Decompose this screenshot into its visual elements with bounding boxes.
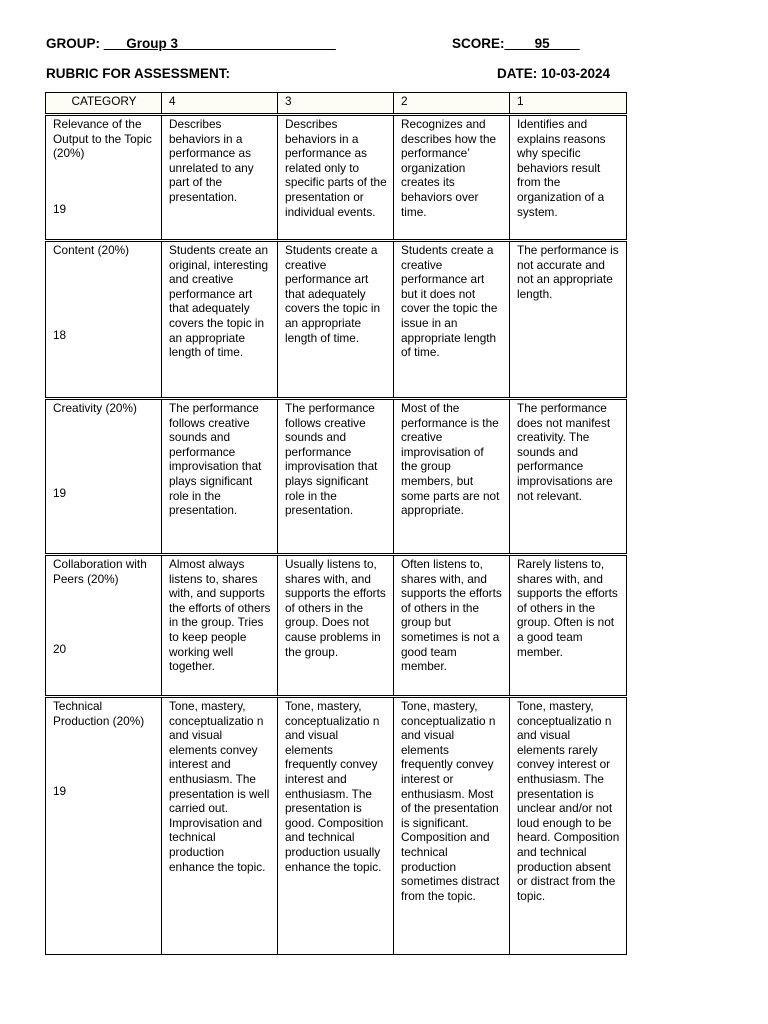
table-row — [46, 555, 627, 697]
score-value: ____95____ — [504, 36, 580, 51]
column-header-3: 3 — [278, 93, 394, 115]
column-header-category: CATEGORY — [46, 93, 162, 115]
rubric-cell: Tone, mastery, conceptualizatio n and visual elements frequently convey interest or enthusiasm. Most of the presentation is significant. Composition and technical production sometimes distract from the topic. — [394, 697, 510, 955]
rubric-cell: The performance follows creative sounds and performance improvisation that plays significant role in the presentation. — [278, 399, 394, 555]
rubric-table — [45, 92, 627, 955]
category-label: Technical Production (20%) — [53, 699, 145, 728]
rubric-cell: The performance is not accurate and not an appropriate length. — [510, 241, 627, 399]
score-field — [452, 36, 580, 51]
rubric-cell: Describes behaviors in a performance as unrelated to any part of the presentation. — [162, 115, 278, 241]
table-row — [46, 241, 627, 399]
rubric-cell: Describes behaviors in a performance as related only to specific parts of the presentation or individual events. — [278, 115, 394, 241]
rubric-cell: Usually listens to, shares with, and supports the efforts of others in the group. Does not cause problems in the group. — [278, 555, 394, 697]
category-label: Creativity (20%) — [53, 401, 137, 415]
column-header-2: 2 — [394, 93, 510, 115]
rubric-cell: The performance follows creative sounds and performance improvisation that plays significant role in the presentation. — [162, 399, 278, 555]
category-score: 20 — [53, 642, 67, 656]
rubric-cell: Students create a creative performance art that adequately covers the topic in an appropriate length of time. — [278, 241, 394, 399]
column-header-1: 1 — [510, 93, 627, 115]
group-value: ___Group 3_____________________ — [103, 36, 336, 51]
rubric-title: RUBRIC FOR ASSESSMENT: — [46, 66, 231, 81]
rubric-cell: Often listens to, shares with, and supports the efforts of others in the group but sometimes is not a good team member. — [394, 555, 510, 697]
category-cell — [46, 697, 162, 955]
category-label: Content (20%) — [53, 243, 130, 257]
category-score: 19 — [53, 784, 67, 798]
table-row — [46, 399, 627, 555]
table-row — [46, 115, 627, 241]
category-score: 19 — [53, 202, 67, 216]
rubric-cell: Recognizes and describes how the performance’ organization creates its behaviors over time. — [394, 115, 510, 241]
category-cell — [46, 115, 162, 241]
date-label: DATE: 10-03-2024 — [497, 66, 611, 81]
rubric-cell: Tone, mastery, conceptualizatio n and visual elements convey interest and enthusiasm. The presentation is well carried out. Improvisation and technical production enhance the topic. — [162, 697, 278, 955]
category-label: Collaboration with Peers (20%) — [53, 557, 147, 586]
group-label: GROUP: — [46, 36, 100, 51]
group-field — [46, 36, 336, 51]
category-cell — [46, 241, 162, 399]
table-header-row — [46, 93, 627, 115]
category-cell — [46, 555, 162, 697]
rubric-cell: Identifies and explains reasons why specific behaviors result from the organization of a system. — [510, 115, 627, 241]
rubric-cell: The performance does not manifest creativity. The sounds and performance improvisations are not relevant. — [510, 399, 627, 555]
table-row — [46, 697, 627, 955]
rubric-cell: Tone, mastery, conceptualizatio n and visual elements frequently convey interest and enthusiasm. The presentation is good. Composition and technical production usually enhance the topic. — [278, 697, 394, 955]
category-label: Relevance of the Output to the Topic (20%) — [53, 117, 152, 161]
rubric-cell: Rarely listens to, shares with, and supports the efforts of others in the group. Often is not a good team member. — [510, 555, 627, 697]
rubric-cell: Students create a creative performance art but it does not cover the topic the issue in an appropriate length of time. — [394, 241, 510, 399]
category-cell — [46, 399, 162, 555]
rubric-cell: Students create an original, interesting and creative performance art that adequately covers the topic in an appropriate length of time. — [162, 241, 278, 399]
score-label: SCORE: — [452, 36, 505, 51]
rubric-cell: Tone, mastery, conceptualizatio n and visual elements rarely convey interest or enthusiasm. The presentation is unclear and/or not loud enough to be heard. Composition and technical production absent or distract from the topic. — [510, 697, 627, 955]
rubric-cell: Most of the performance is the creative improvisation of the group members, but some parts are not appropriate. — [394, 399, 510, 555]
category-score: 18 — [53, 328, 67, 342]
column-header-4: 4 — [162, 93, 278, 115]
rubric-cell: Almost always listens to, shares with, and supports the efforts of others in the group. Tries to keep people working well together. — [162, 555, 278, 697]
category-score: 19 — [53, 486, 67, 500]
